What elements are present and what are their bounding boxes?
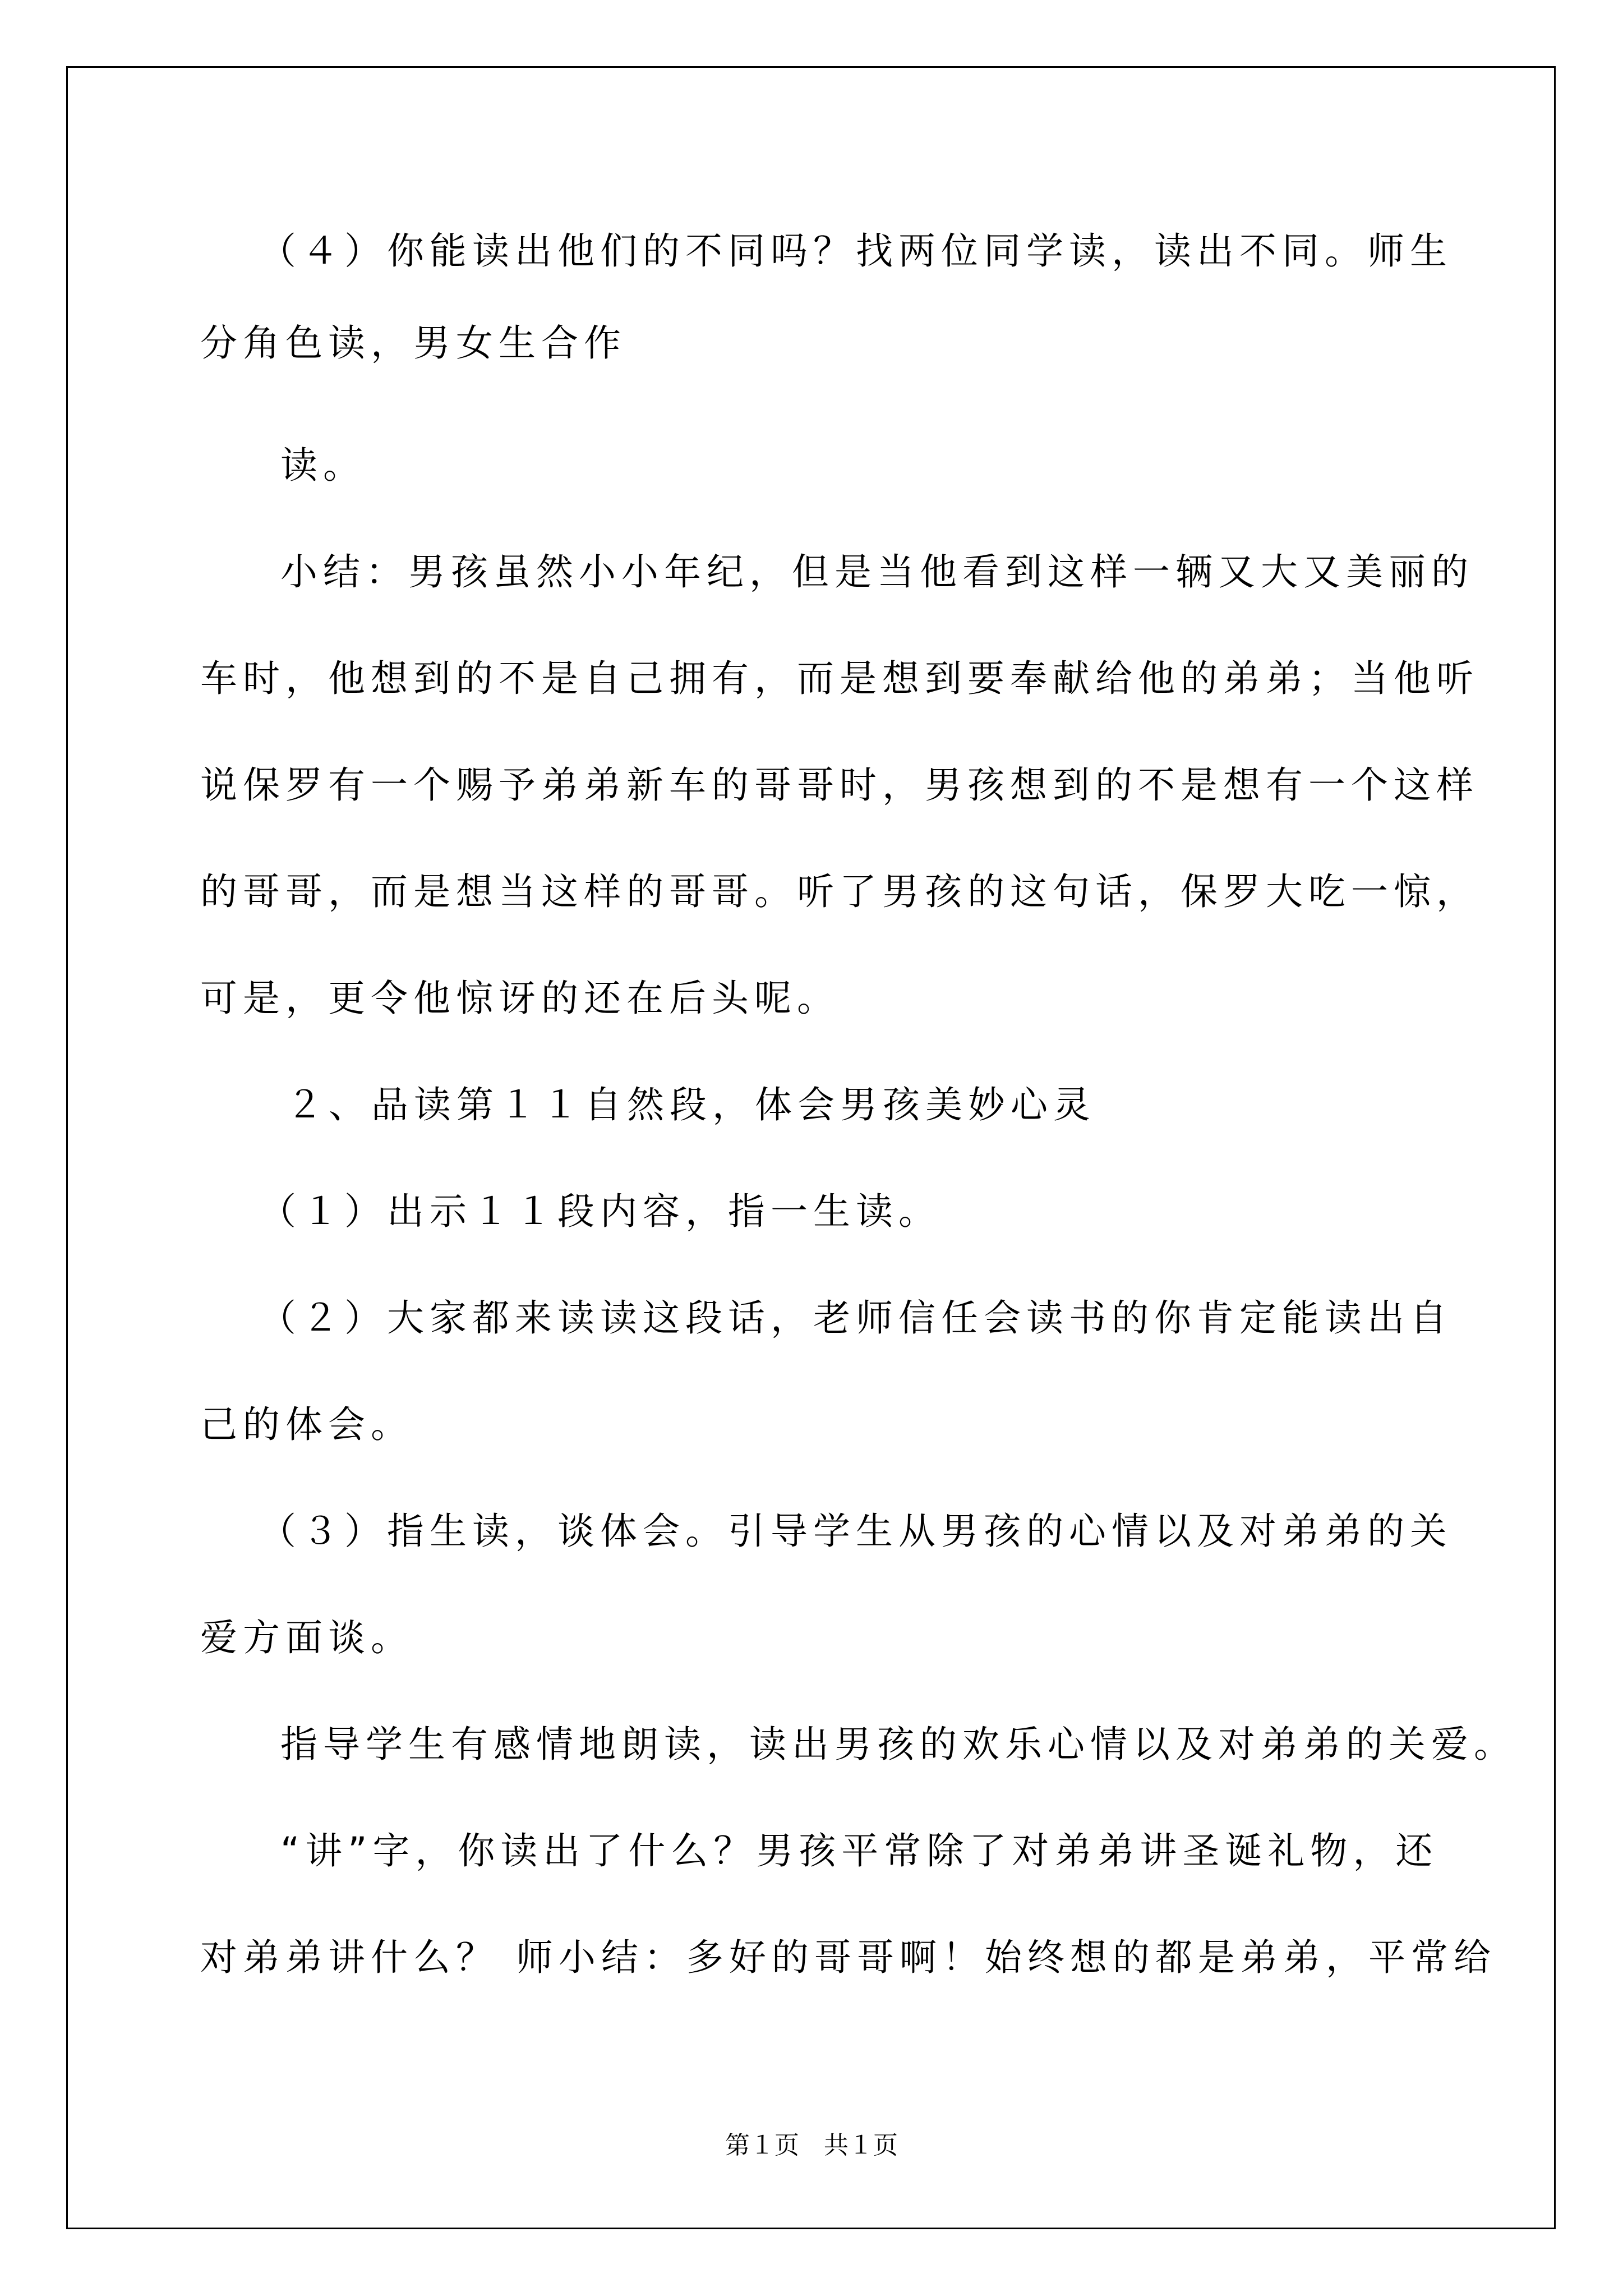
paragraph-line: “讲”字，你读出了什么？男孩平常除了对弟弟讲圣诞礼物，还 [280,1829,1438,1872]
paragraph-line: （４）你能读出他们的不同吗？找两位同学读，读出不同。师生 [259,229,1453,273]
page-footer: 第１页 共１页 [725,2131,898,2160]
paragraph-line: 己的体会。 [200,1403,413,1446]
paragraph-line: 指导学生有感情地朗读，读出男孩的欢乐心情以及对弟弟的关爱。 [280,1723,1516,1766]
paragraph-line: 的哥哥，而是想当这样的哥哥。听了男孩的这句话，保罗大吃一惊， [200,870,1479,913]
paragraph-line: （１）出示１１段内容，指一生读。 [259,1190,941,1233]
paragraph-line: 说保罗有一个赐予弟弟新车的哥哥时，男孩想到的不是想有一个这样 [200,763,1479,807]
paragraph-line: 可是，更令他惊讶的还在后头呢。 [200,977,840,1020]
paragraph-line: （３）指生读，谈体会。引导学生从男孩的心情以及对弟弟的关 [259,1510,1453,1553]
page-border [66,66,1556,2229]
paragraph-line: （２）大家都来读读这段话，老师信任会读书的你肯定能读出自 [259,1296,1453,1340]
paragraph-line: 分角色读，男女生合作 [200,321,626,365]
paragraph-line: 爱方面谈。 [200,1616,413,1659]
paragraph-line: 车时，他想到的不是自己拥有，而是想到要奉献给他的弟弟；当他听 [200,657,1479,700]
paragraph-line: 读。 [280,444,366,487]
paragraph-line: 对弟弟讲什么？ 师小结：多好的哥哥啊！始终想的都是弟弟，平常给 [200,1936,1496,1979]
paragraph-line: 小结：男孩虽然小小年纪，但是当他看到这样一辆又大又美丽的 [280,550,1474,593]
paragraph-line: ２、品读第１１自然段，体会男孩美妙心灵 [286,1083,1096,1126]
